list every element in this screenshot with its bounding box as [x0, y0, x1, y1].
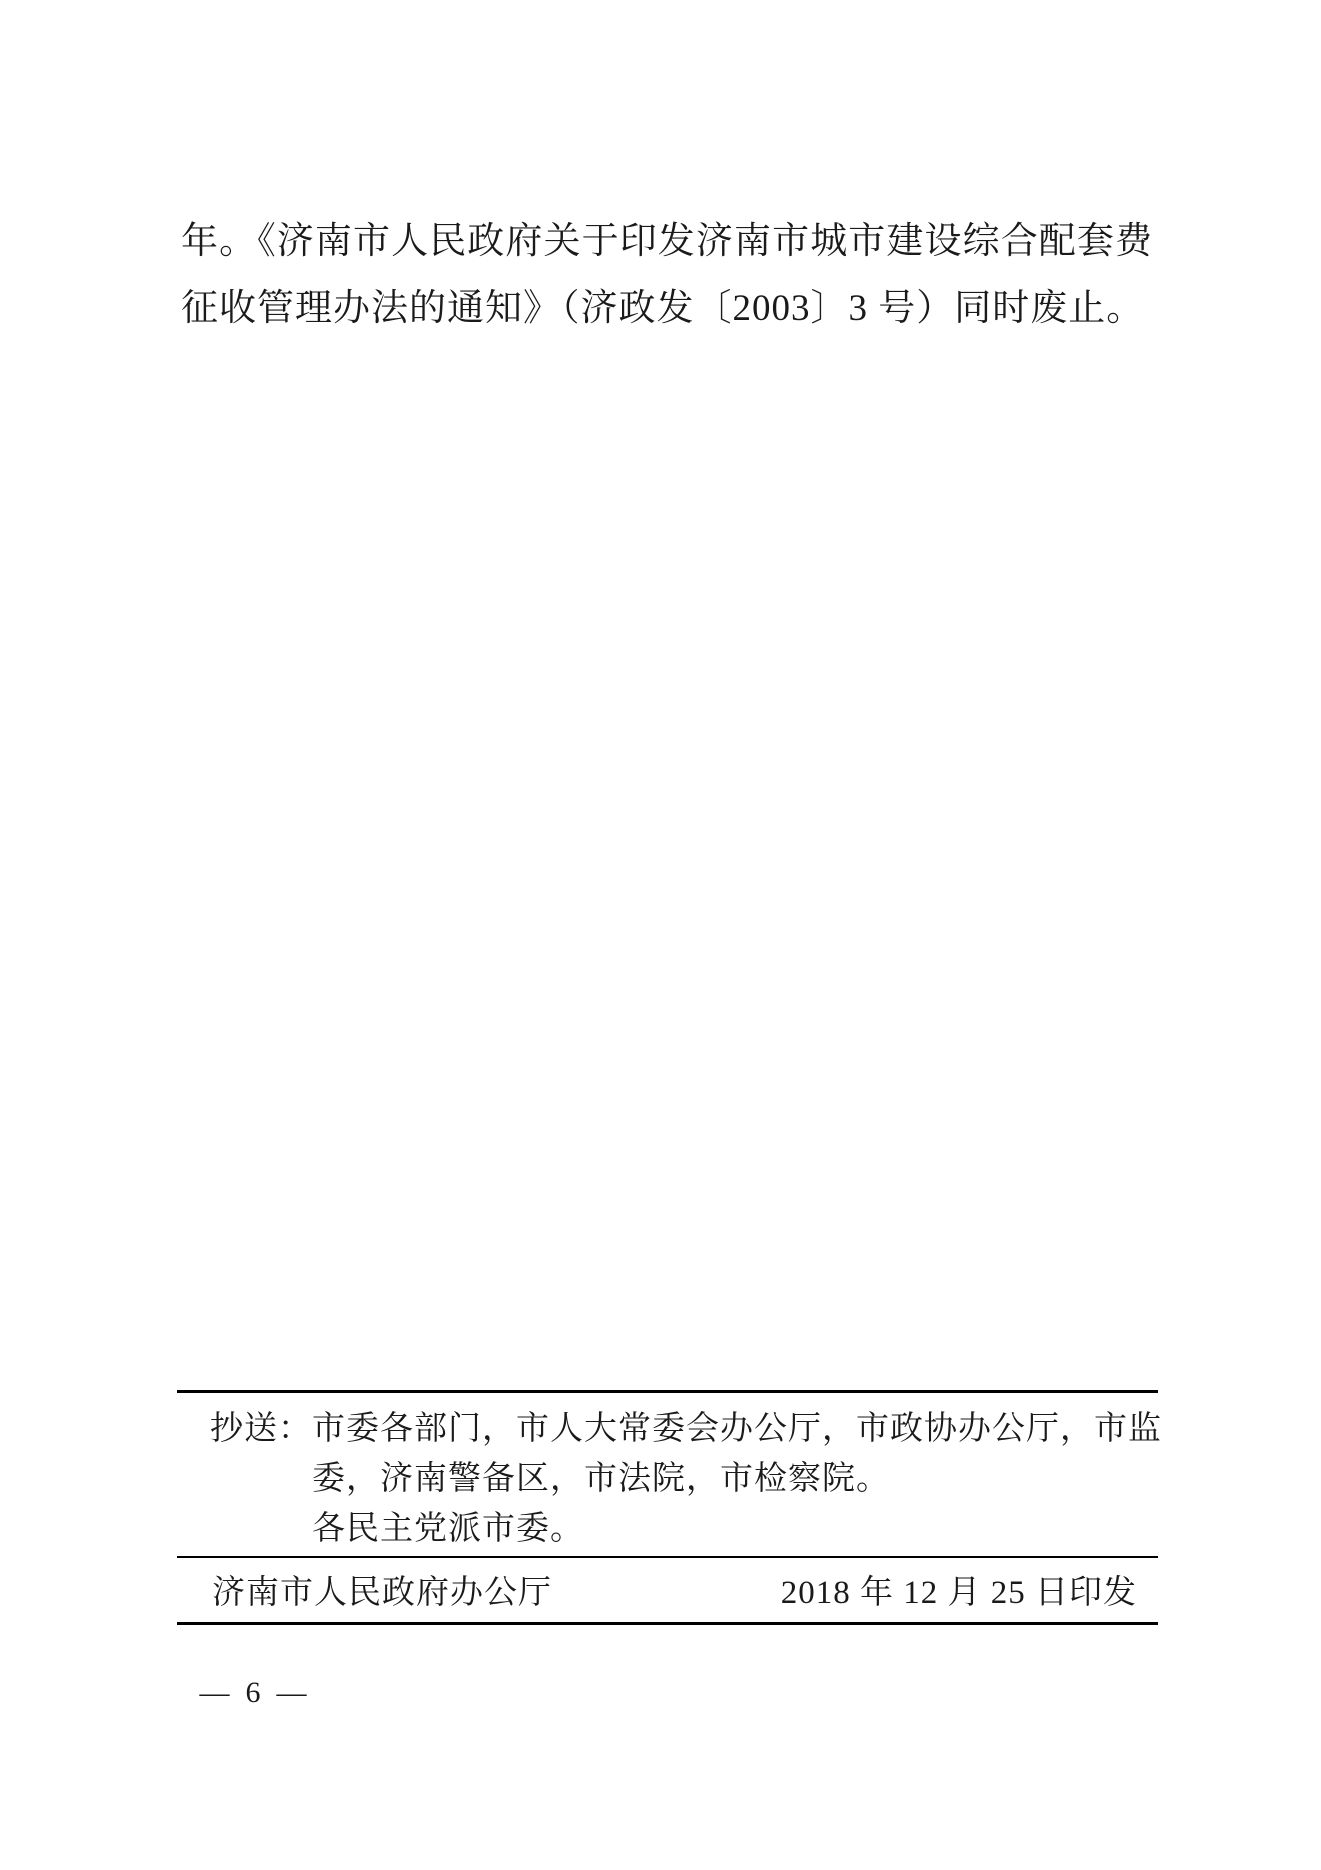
- page-number-dash-left: —: [199, 1676, 230, 1709]
- cc-section: [210, 1404, 1170, 1554]
- page-number-dash-right: —: [276, 1676, 307, 1709]
- paragraph-line-2: 征收管理办法的通知》（济政发〔2003〕3 号）同时废止。: [181, 288, 1145, 329]
- cc-line-2: 委，济南警备区，市法院，市检察院。: [312, 1461, 890, 1497]
- cc-top-divider-line: [177, 1390, 1158, 1393]
- page-number-value: 6: [245, 1676, 261, 1709]
- page-number: [153, 1675, 353, 1711]
- footer-bottom-line: [177, 1622, 1158, 1625]
- footer-issuer: 济南市人民政府办公厅: [212, 1575, 552, 1611]
- footer-divider-line: [177, 1556, 1158, 1558]
- footer-print-date: 2018 年 12 月 25 日印发: [780, 1575, 1137, 1611]
- body-paragraph: [181, 208, 1153, 342]
- cc-recipients: [312, 1404, 1170, 1554]
- cc-line-1: 市委各部门，市人大常委会办公厅，市政协办公厅，市监: [312, 1411, 1162, 1447]
- cc-label: 抄送：: [210, 1411, 312, 1447]
- paragraph-line-1: 年。《济南市人民政府关于印发济南市城市建设综合配套费: [181, 221, 1153, 262]
- print-footer: [212, 1573, 1137, 1613]
- cc-line-3: 各民主党派市委。: [312, 1511, 584, 1547]
